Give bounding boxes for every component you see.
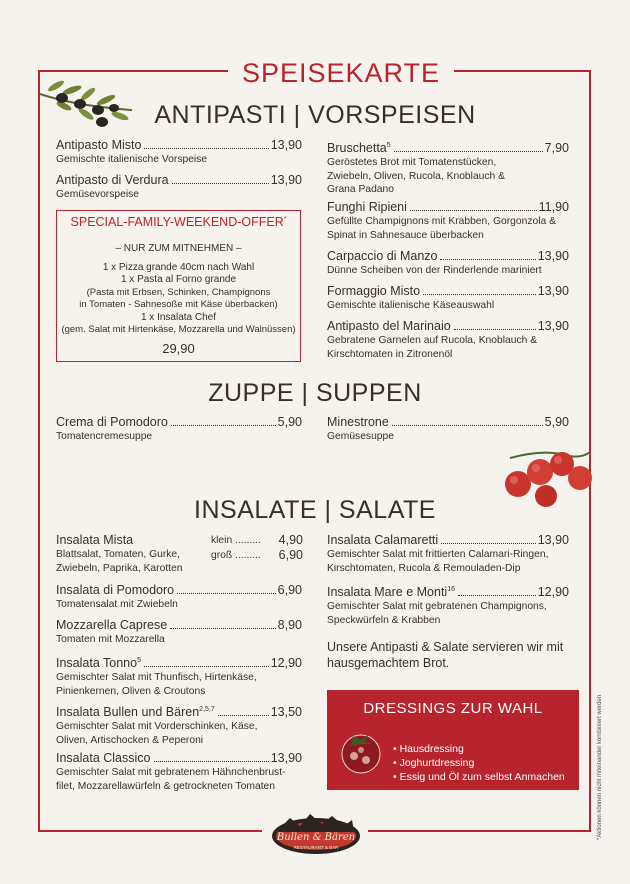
item-sup: 2,5,7 [199,706,215,713]
item-name: Funghi Ripieni [327,200,407,214]
item-price: 13,50 [270,705,302,720]
section-antipasti: ANTIPASTI | VORSPEISEN [154,101,476,129]
offer-heading-sup: * [283,215,287,223]
logo-text: Bullen & Bären [276,832,356,843]
item-sup: 5 [137,657,141,664]
item-price: 13,90 [270,138,302,152]
item-desc: Gemischter Salat mit frittierten Calamari-Ringen, Kirschtomaten, Rucola & Remouladen-Dip [327,549,549,574]
item-price: 13,90 [537,533,569,547]
menu-item [56,653,302,698]
item-desc: Blattsalat, Tomaten, Gurke, Zwiebeln, Paprika, Karotten [56,549,183,574]
menu-item [327,284,569,313]
item-price: 11,90 [538,200,569,214]
item-name: Insalata Bullen und Bären [56,705,200,720]
menu-item [56,583,302,612]
offer-line: (Pasta mit Erbsen, Schinken, Champignons [86,286,271,298]
item-desc: Gemischte italienische Vorspeise [56,154,208,165]
item-name: Antipasto del Marinaio [327,319,451,333]
tomato-icon [337,724,385,776]
dressings-box [327,690,579,790]
item-price: 13,90 [537,284,569,298]
menu-item [327,319,569,361]
item-price: 12,90 [270,656,302,671]
item-name: Carpaccio di Manzo [327,249,438,263]
menu-item [327,138,569,197]
offer-line: (gem. Salat mit Hirtenkäse, Mozzarella und Walnüssen) [61,324,296,335]
item-price: 12,90 [537,585,569,600]
logo-badge-icon [270,808,362,856]
restaurant-logo [270,808,362,856]
item-price: 8,90 [277,618,302,632]
item-desc: Gemischter Salat mit Thunfisch, Hirtenkäse, Pinienkernen, Oliven & Croutons [56,672,257,697]
offer-line: 1 x Pizza grande 40cm nach Wahl [102,261,255,273]
dressing-item: • Essig und Öl zum selbst Anmachen [393,771,565,783]
item-desc: Gemischter Salat mit gebratenem Hähnchenbrust- filet, Mozzarellawürfeln & getrockneten Tomaten [56,767,286,792]
item-price: 13,90 [537,319,569,333]
size-prices [211,533,303,563]
menu-item [327,533,569,575]
logo-subtext: RESTAURANT & BAR [293,845,339,850]
menu-item [327,200,569,242]
menu-item [327,249,569,278]
offer-heading: SPECIAL-FAMILY-WEEKEND-OFFER [70,215,284,229]
item-desc: Gemüsesuppe [327,431,394,442]
offer-line: 1 x Pasta al Forno grande [120,274,237,285]
item-desc: Gemischte italienische Käseauswahl [327,300,495,311]
item-name: Antipasto Misto [56,138,142,152]
size-small-price: 4,90 [278,533,303,547]
dressing-item: • Hausdressing [393,743,464,755]
size-small-label: klein ......... [211,535,261,546]
side-note: *Aktionen können nicht miteinander kombiniert werden [597,694,603,840]
item-desc: Tomatencremesuppe [56,431,153,442]
item-price: 5,90 [544,415,569,429]
item-name: Antipasto di Verdura [56,173,169,187]
item-name: Insalata di Pomodoro [56,583,175,597]
item-desc: Gemischter Salat mit Vorderschinken, Käse, Oliven, Artischocken & Peperoni [56,721,258,746]
item-price: 6,90 [277,583,302,597]
item-desc: Tomatensalat mit Zwiebeln [56,599,178,610]
dressings-heading: DRESSINGS ZUR WAHL [363,700,543,717]
item-name: Bruschetta [327,141,387,156]
offer-line: 1 x Insalata Chef [140,311,217,323]
section-insalate: INSALATE | SALATE [194,496,436,524]
item-price: 13,90 [270,751,302,765]
item-name: Insalata Classico [56,751,151,765]
item-sup: 16 [447,586,455,593]
item-sup: 5 [386,142,391,149]
item-name: Formaggio Misto [327,284,421,298]
item-price: 7,90 [544,141,569,156]
menu-item [56,138,302,167]
item-name: Insalata Mare e Monti [327,585,448,600]
offer-price: 29,90 [162,340,195,356]
item-name: Insalata Calamaretti [327,533,439,547]
item-price: 13,90 [537,249,569,263]
offer-subtitle: – NUR ZUM MITNEHMEN – [115,243,242,254]
menu-item [56,415,302,444]
menu-item [56,533,206,575]
item-desc: Gemüsevorspeise [56,189,139,200]
item-name: Crema di Pomodoro [56,415,168,429]
item-desc: Dünne Scheiben von der Rinderlende mariniert [327,265,542,276]
size-large-price: 6,90 [278,548,303,562]
item-desc: Gefüllte Champignons mit Krabben, Gorgonzola & Spinat in Sahnesauce überbacken [327,216,556,241]
size-large-label: groß ......... [211,550,261,561]
item-price: 13,90 [270,173,302,187]
bread-note: Unsere Antipasti & Salate servieren wir mit hausgemachtem Brot. [327,640,564,670]
menu-item [56,173,302,202]
menu-item [56,618,302,647]
menu-item [56,751,302,793]
special-offer-box [56,210,301,362]
item-desc: Tomaten mit Mozzarella [56,634,165,645]
dressings-list [393,742,565,784]
page-title: SPEISEKARTE [241,58,441,88]
item-desc: Gebratene Garnelen auf Rucola, Knoblauch & Kirschtomaten in Zitronenöl [327,335,538,360]
menu-item [327,582,569,627]
dressing-item: • Joghurtdressing [393,757,475,769]
item-name: Minestrone [327,415,389,429]
item-desc: Gemischter Salat mit gebratenen Champignons, Speckwürfeln & Krabben [327,601,547,626]
section-zuppe: ZUPPE | SUPPEN [208,379,422,407]
item-name: Insalata Tonno [56,656,138,671]
item-desc: Geröstetes Brot mit Tomatenstücken, Zwiebeln, Oliven, Rucola, Knoblauch & Grana Padano [327,157,506,196]
item-price: 5,90 [277,415,302,429]
menu-item [56,702,302,747]
item-name: Mozzarella Caprese [56,618,168,632]
item-name: Insalata Mista [56,533,134,547]
menu-item [327,415,569,444]
offer-line: in Tomaten - Sahnesoße mit Käse überbacken) [79,299,278,310]
